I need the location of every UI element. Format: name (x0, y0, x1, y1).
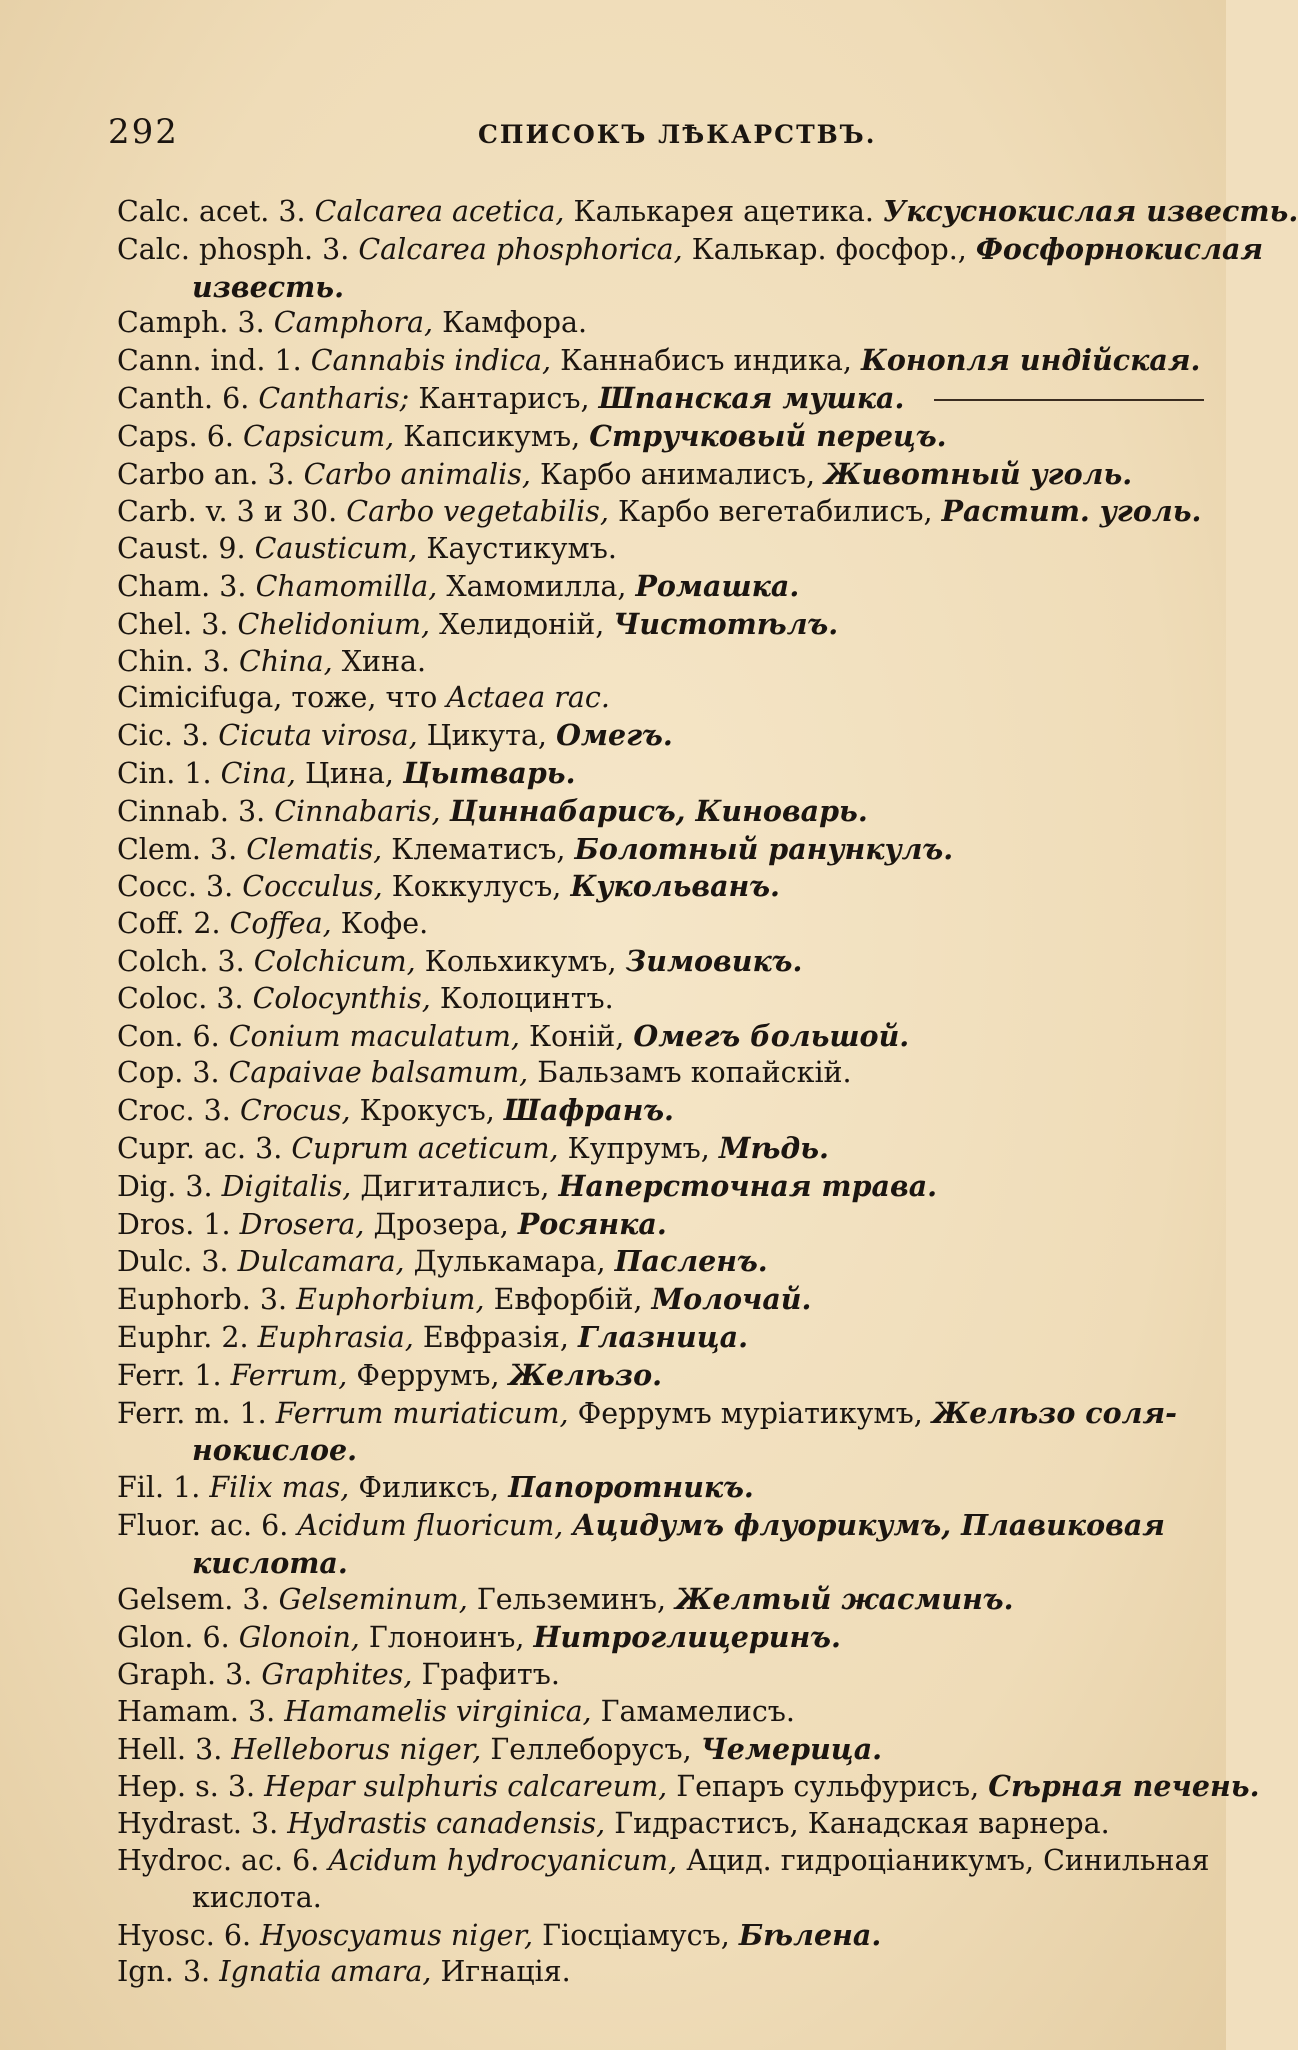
entry-common-name: Конопля индійская. (860, 343, 1201, 378)
entry-russian-name: Гамамелисъ. (591, 1694, 795, 1728)
entry-common-name: Цытварь. (403, 755, 576, 790)
entry-latin-name: Ignatia amara, (219, 1955, 432, 1989)
list-entry (0, 1954, 1226, 1991)
entry-russian-name: Гельземинъ, (467, 1583, 676, 1617)
entry-common-name: Зимовикъ. (625, 943, 803, 978)
entry-latin-name: Carbo animalis, (303, 457, 531, 491)
entry-common-name: Нитроглицеринъ. (533, 1620, 841, 1655)
entry-latin-name: Conium maculatum, (228, 1019, 520, 1053)
list-entry (0, 1130, 1226, 1168)
entry-russian-name: Евфорбій, (484, 1283, 652, 1317)
entry-abbreviation: Carb. v. 3 и 30. (117, 495, 338, 529)
entry-russian-name: Купрумъ, (558, 1131, 719, 1165)
entry-latin-name: Gelseminum, (278, 1583, 468, 1617)
entry-latin-name: Euphorbium, (296, 1283, 485, 1317)
entry-common-name: Животный уголь. (824, 456, 1133, 491)
entry-common-name: Циннабарисъ, Киноварь. (449, 793, 868, 828)
entry-russian-name: Бальзамъ копайскій. (528, 1056, 852, 1090)
entry-abbreviation: Hyosc. 6. (117, 1918, 252, 1952)
entry-latin-name: Hyoscyamus niger, (260, 1918, 534, 1952)
entry-abbreviation: Clem. 3. (117, 832, 238, 866)
page-number: 292 (108, 112, 179, 152)
entry-russian-name: Каустикумъ. (417, 532, 617, 566)
entry-abbreviation: Dulc. 3. (117, 1245, 229, 1279)
entry-russian-name: Кофе. (331, 907, 429, 941)
entry-abbreviation: Cin. 1. (117, 756, 212, 790)
entry-common-name: Мѣдь. (718, 1130, 829, 1165)
entry-common-name: Молочай. (651, 1282, 812, 1317)
entry-abbreviation: Gelsem. 3. (117, 1583, 270, 1617)
entry-common-name: Шпанская мушка. (598, 380, 905, 415)
entry-abbreviation: Hydroc. ac. 6. (117, 1844, 320, 1878)
entry-common-name: Омегъ. (556, 718, 673, 753)
entry-latin-name: Dulcamara, (237, 1245, 405, 1279)
entry-abbreviation: Colch. 3. (117, 944, 245, 978)
list-entry (0, 1768, 1260, 1806)
entry-latin-name: Hepar sulphuris calcareum, (264, 1770, 668, 1804)
entry-abbreviation: Fluor. ac. 6. (117, 1508, 289, 1542)
entry-common-name: Росянка. (517, 1206, 667, 1241)
entry-russian-name: Хина. (332, 644, 427, 678)
entry-abbreviation: Cop. 3. (117, 1056, 220, 1090)
entry-latin-name: Coffea, (229, 907, 332, 941)
entry-common-name: Ромашка. (635, 568, 800, 603)
entry-abbreviation: Chel. 3. (117, 607, 229, 641)
entry-russian-name: Карбо вегетабилисъ, (608, 495, 942, 529)
list-entry (0, 305, 1226, 342)
entry-common-name: Растит. уголь. (941, 494, 1202, 529)
list-entry (0, 568, 1226, 606)
entry-abbreviation: Calc. phosph. 3. (117, 232, 350, 266)
entry-abbreviation: Calc. acet. 3. (117, 195, 306, 228)
list-entry (0, 1657, 1226, 1694)
entry-russian-name: Каннабисъ индика, (551, 344, 861, 378)
entry-abbreviation: Coloc. 3. (117, 981, 244, 1015)
entry-continuation: кислота. (192, 1880, 322, 1914)
list-entry (0, 231, 1264, 306)
entry-russian-name: Гіосціамусъ, (533, 1918, 739, 1952)
entry-russian-name: Кольхикумъ, (415, 944, 626, 978)
entry-latin-name: Filix mas, (209, 1471, 350, 1505)
list-entry (0, 380, 1226, 418)
entry-abbreviation: Hep. s. 3. (117, 1770, 256, 1804)
entry-abbreviation: Cupr. ac. 3. (117, 1131, 283, 1165)
list-entry (0, 456, 1226, 494)
list-entry (0, 1469, 1226, 1507)
entry-russian-name: Камфора. (433, 306, 588, 340)
entry-latin-name: Acidum hydrocyanicum, (328, 1844, 678, 1878)
entry-abbreviation: Hydrast. 3. (117, 1807, 279, 1841)
entry-latin-name: Calcarea acetica, (314, 195, 565, 228)
entry-common-name: Фосфорнокислая (975, 231, 1264, 266)
entry-abbreviation: Cic. 3. (117, 719, 210, 753)
entry-common-name: Сѣрная печень. (988, 1769, 1260, 1804)
entry-common-name: Стручковый перецъ. (589, 418, 947, 453)
entry-russian-name (441, 795, 450, 828)
entry-abbreviation: Cham. 3. (117, 569, 247, 603)
list-entry (0, 717, 1226, 755)
entry-latin-name: Hydrastis canadensis, (287, 1807, 606, 1841)
pencil-mark (934, 399, 1204, 401)
entry-latin-name: Ferrum, (230, 1358, 348, 1392)
list-entry (0, 418, 1226, 456)
entry-russian-name: Дрозера, (364, 1207, 518, 1241)
entry-abbreviation: Dros. 1. (117, 1207, 231, 1241)
list-entry (0, 531, 1226, 568)
entry-common-name: Кукольванъ. (570, 869, 780, 904)
list-entry (0, 793, 1226, 831)
entry-russian-name: Калькар. фосфор., (682, 232, 976, 266)
entry-latin-name: Hamamelis virginica, (284, 1694, 592, 1728)
list-entry (0, 1619, 1226, 1657)
entry-russian-name: Графитъ. (412, 1658, 560, 1692)
entry-russian-name: Глоноинъ, (359, 1621, 534, 1655)
entry-russian-name: тоже, что (291, 681, 447, 715)
entry-common-name: Желѣзо. (508, 1357, 663, 1392)
entry-russian-name: Гепаръ сульфурисъ, (667, 1770, 989, 1804)
list-entry (0, 1917, 1226, 1955)
entry-abbreviation: Cann. ind. 1. (117, 344, 302, 378)
entry-latin-name: Glonoin, (238, 1621, 360, 1655)
list-entry (0, 1806, 1226, 1843)
entry-russian-name: Колоцинтъ. (430, 981, 614, 1015)
entry-common-name: Папоротникъ. (508, 1470, 754, 1505)
medicine-list (0, 193, 1298, 1991)
entry-latin-name: Crocus, (239, 1094, 351, 1128)
entry-abbreviation: Cocc. 3. (117, 870, 234, 904)
entry-latin-name: Cina, (220, 756, 296, 790)
entry-russian-name: Игнація. (431, 1955, 571, 1989)
list-entry (0, 868, 1226, 906)
list-entry (0, 1843, 1226, 1917)
list-entry (0, 981, 1226, 1018)
entry-latin-name: Camphora, (273, 306, 434, 340)
entry-latin-name: Chelidonium, (237, 607, 431, 641)
list-entry (0, 342, 1226, 380)
entry-latin-reference: Actaea rac. (446, 681, 610, 715)
entry-abbreviation: Cimicifuga, (117, 681, 283, 715)
list-entry (0, 1507, 1226, 1582)
entry-latin-name: Colocynthis, (252, 981, 431, 1015)
list-entry (0, 1581, 1226, 1619)
entry-latin-name: Ferrum muriaticum, (275, 1396, 569, 1430)
entry-latin-name: Cicuta virosa, (218, 719, 418, 753)
list-entry (0, 755, 1226, 793)
entry-latin-name: Acidum fluoricum, (297, 1508, 564, 1542)
entry-latin-name: Carbo vegetabilis, (346, 495, 609, 529)
entry-abbreviation: Caps. 6. (117, 419, 234, 453)
entry-common-name: Чемерица. (700, 1731, 883, 1766)
list-entry (0, 831, 1226, 869)
entry-continuation: кислота. (192, 1545, 348, 1580)
entry-latin-name: China, (239, 644, 333, 678)
entry-continuation: нокислое. (192, 1433, 358, 1468)
entry-russian-name: Коккулусъ, (382, 870, 571, 904)
entry-common-name: Чистотѣлъ. (613, 606, 839, 641)
entry-abbreviation: Chin. 3. (117, 644, 230, 678)
entry-russian-name: Геллеборусъ, (481, 1732, 701, 1766)
list-entry (0, 1357, 1226, 1395)
entry-russian-name: Крокусъ, (350, 1094, 504, 1128)
entry-abbreviation: Glon. 6. (117, 1621, 230, 1655)
list-entry (0, 644, 1226, 681)
entry-abbreviation: Ferr. 1. (117, 1358, 222, 1392)
entry-abbreviation: Euphorb. 3. (117, 1283, 288, 1317)
entry-russian-name: Кантарисъ, (409, 381, 599, 415)
entry-latin-name: Helleborus niger, (231, 1732, 482, 1766)
entry-russian-name: Феррумъ муріатикумъ, (568, 1396, 932, 1430)
entry-common-name: Желѣзо соля- (931, 1395, 1177, 1430)
entry-common-name: Болотный ранункулъ. (574, 831, 954, 866)
list-entry (0, 1281, 1226, 1319)
entry-russian-name: Филиксъ, (349, 1471, 509, 1505)
list-entry (0, 1731, 1226, 1769)
entry-russian-name: Ацид. гидроціаникумъ, Синильная (677, 1844, 1210, 1878)
list-entry (0, 1168, 1226, 1206)
running-title: СПИСОКЪ ЛѢКАРСТВЪ. (478, 120, 877, 149)
entry-latin-name: Calcarea phosphorica, (358, 232, 683, 266)
list-entry (0, 193, 1298, 231)
entry-latin-name: Capaivae balsamum, (228, 1056, 529, 1090)
entry-common-name: Бѣлена. (738, 1917, 882, 1952)
entry-latin-name: Capsicum, (243, 419, 395, 453)
entry-abbreviation: Canth. 6. (117, 381, 250, 415)
entry-russian-name: Гидрастисъ, Канадская варнера. (605, 1807, 1110, 1841)
entry-abbreviation: Coff. 2. (117, 907, 221, 941)
list-entry (0, 680, 1226, 717)
entry-abbreviation: Cinnab. 3. (117, 794, 266, 828)
entry-abbreviation: Con. 6. (117, 1019, 220, 1053)
entry-abbreviation: Carbo an. 3. (117, 457, 295, 491)
list-entry (0, 1243, 1226, 1281)
entry-continuation: известь. (192, 269, 344, 304)
entry-russian-name: Хелидоній, (430, 607, 614, 641)
entry-russian-name: Калькарея ацетика. (564, 195, 884, 228)
entry-russian-name: Коній, (519, 1019, 634, 1053)
entry-latin-name: Cannabis indica, (310, 344, 552, 378)
entry-common-name: Желтый жасминъ. (675, 1582, 1014, 1617)
entry-abbreviation: Ferr. m. 1. (117, 1396, 267, 1430)
entry-latin-name: Cinnabaris, (274, 794, 441, 828)
entry-russian-name: Евфразія, (413, 1320, 579, 1354)
list-entry (0, 943, 1226, 981)
entry-russian-name: Цикута, (417, 719, 557, 753)
entry-latin-name: Cuprum aceticum, (291, 1131, 559, 1165)
entry-common-name: Наперсточная трава. (558, 1168, 938, 1203)
entry-russian-name: Карбо анималисъ, (530, 457, 825, 491)
list-entry (0, 1694, 1226, 1731)
entry-abbreviation: Dig. 3. (117, 1169, 213, 1203)
entry-common-name: Уксуснокислая известь. (883, 194, 1298, 228)
entry-russian-name: Капсикумъ, (394, 419, 590, 453)
entry-latin-name: Graphites, (261, 1658, 413, 1692)
entry-common-name: Омегъ большой. (633, 1018, 910, 1053)
entry-russian-name: Дигиталисъ, (351, 1169, 559, 1203)
entry-abbreviation: Graph. 3. (117, 1658, 253, 1692)
list-entry (0, 493, 1226, 531)
entry-abbreviation: Camph. 3. (117, 306, 265, 340)
entry-russian-name: Цина, (295, 756, 403, 790)
entry-common-name: Пасленъ. (614, 1244, 768, 1279)
list-entry (0, 1092, 1226, 1130)
entry-latin-name: Cocculus, (242, 870, 383, 904)
entry-latin-name: Colchicum, (253, 944, 416, 978)
entry-latin-name: Drosera, (239, 1207, 365, 1241)
entry-latin-name: Clematis, (246, 832, 383, 866)
entry-russian-name: Феррумъ, (347, 1358, 509, 1392)
entry-latin-name: Cantharis; (258, 381, 410, 415)
entry-abbreviation: Ign. 3. (117, 1955, 211, 1989)
entry-abbreviation: Fil. 1. (117, 1471, 201, 1505)
entry-abbreviation: Hamam. 3. (117, 1694, 276, 1728)
entry-common-name: Ацидумъ флуорикумъ, Плавиковая (572, 1507, 1165, 1542)
list-entry (0, 1018, 1226, 1056)
entry-latin-name: Chamomilla, (255, 569, 438, 603)
entry-abbreviation: Croc. 3. (117, 1094, 231, 1128)
page-header (108, 112, 1118, 162)
list-entry (0, 606, 1226, 644)
entry-russian-name: Клематисъ, (382, 832, 575, 866)
list-entry (0, 906, 1226, 943)
entry-common-name: Глазница. (578, 1319, 748, 1354)
list-entry (0, 1055, 1226, 1092)
entry-latin-name: Causticum, (254, 532, 418, 566)
entry-russian-name: Хамомилла, (437, 569, 636, 603)
entry-russian-name: Дулькамара, (404, 1245, 615, 1279)
entry-abbreviation: Euphr. 2. (117, 1320, 249, 1354)
entry-abbreviation: Hell. 3. (117, 1732, 223, 1766)
entry-abbreviation: Caust. 9. (117, 532, 246, 566)
list-entry (0, 1206, 1226, 1244)
list-entry (0, 1395, 1226, 1470)
entry-latin-name: Digitalis, (221, 1169, 352, 1203)
entry-common-name: Шафранъ. (503, 1093, 674, 1128)
list-entry (0, 1319, 1226, 1357)
entry-latin-name: Euphrasia, (257, 1320, 414, 1354)
